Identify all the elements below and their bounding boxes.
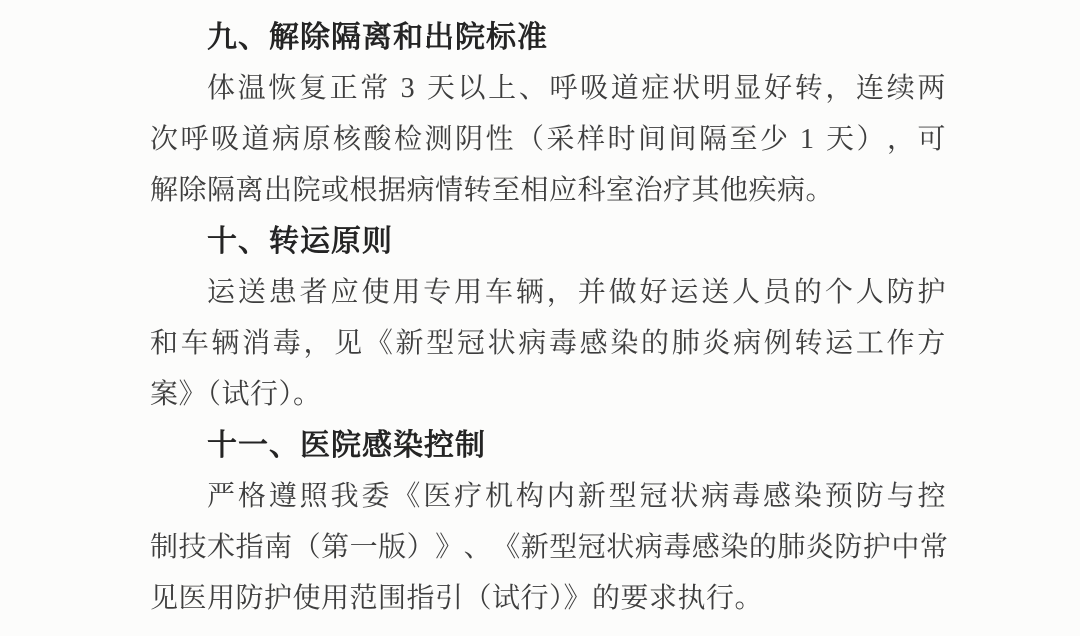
section-heading-transfer-principles: 十、转运原则	[207, 225, 393, 258]
body-line: 次 呼 吸 道 病 原 核 酸 检 测 阴 性 （ 采 样 时 间 间 隔 至 少 1 天 ） ， 可	[150, 124, 946, 155]
body-line: 体 温 恢 复 正 常 3 天 以 上 、 呼 吸 道 症 状 明 显 好 转 ， 连 续 两	[207, 73, 946, 104]
section-heading-discharge-criteria: 九、解除隔离和出院标准	[207, 21, 548, 54]
document-text-block	[150, 12, 949, 624]
body-line: 和 车 辆 消 毒 ， 见 《 新 型 冠 状 病 毒 感 染 的 肺 炎 病 例 转 运 工 作 方	[150, 328, 946, 359]
body-line: 解除隔离出院或根据病情转至相应科室治疗其他疾病。	[150, 175, 835, 206]
body-line: 运 送 患 者 应 使 用 专 用 车 辆 ， 并 做 好 运 送 人 员 的 个 人 防 护	[207, 277, 946, 308]
body-line: 案》（试行）。	[150, 379, 322, 410]
body-line: 制 技 术 指 南 （ 第 一 版 ） 》 、 《 新 型 冠 状 病 毒 感 染 的 肺 炎 防 护 中 常	[150, 532, 949, 563]
body-line: 严 格 遵 照 我 委 《 医 疗 机 构 内 新 型 冠 状 病 毒 感 染 预 防 与 控	[207, 481, 946, 512]
section-heading-hospital-infection-control: 十一、医院感染控制	[207, 429, 486, 462]
body-line: 见医用防护使用范围指引（试行）》的要求执行。	[150, 583, 764, 614]
